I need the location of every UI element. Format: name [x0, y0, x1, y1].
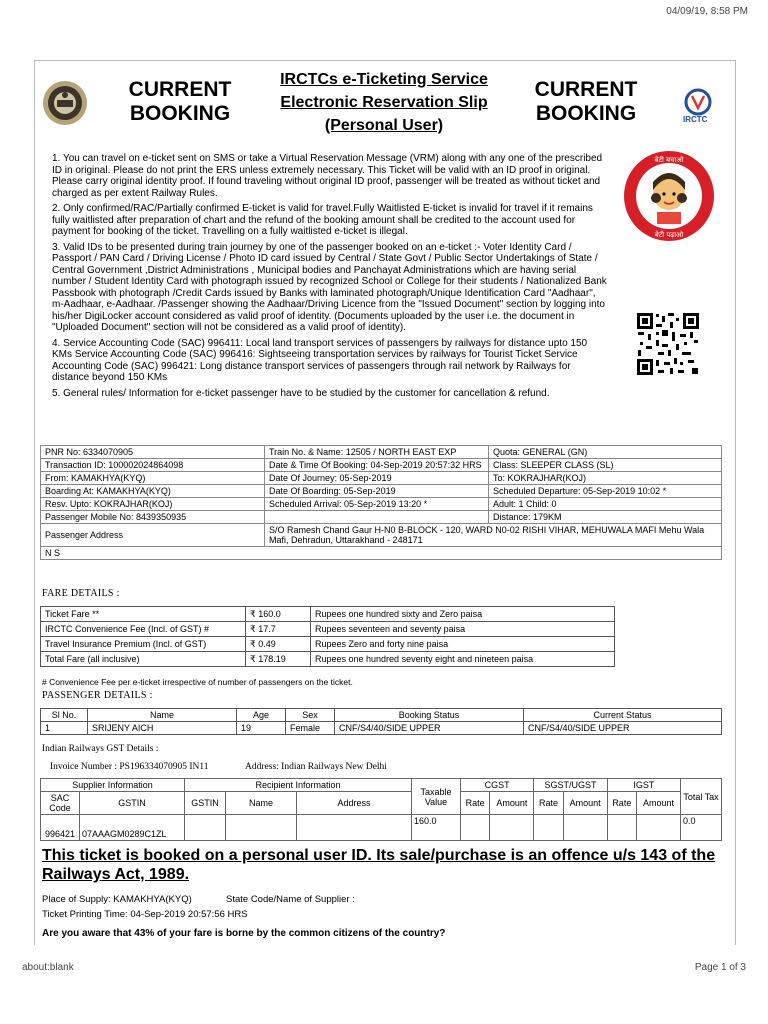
invoice-address: Address: Indian Railways New Delhi — [245, 762, 387, 772]
personal-user-warning: This ticket is booked on a personal user ID. Its sale/purchase is an offence u/s 143 of the Railways Act, 1989. — [42, 847, 716, 883]
qr-code-icon — [636, 312, 700, 376]
fare-details-heading: FARE DETAILS : — [42, 588, 120, 599]
current-booking-right: CURRENT BOOKING — [534, 78, 638, 125]
rule-5: 5. General rules/ Information for e-ticket passenger have to be studied by the customer for cancellation & refund. — [52, 387, 550, 399]
ticket-rules — [52, 153, 608, 403]
date-of-boarding: Date Of Boarding: 05-Sep-2019 — [265, 485, 489, 498]
table-row: 996421 07AAAGM0289C1ZL 160.0 0.0 — [41, 815, 722, 841]
ticket-printing-time: Ticket Printing Time: 04-Sep-2019 20:57:56 HRS — [42, 909, 248, 920]
passenger-address-label: Passenger Address — [41, 524, 265, 547]
fare-row: Ticket Fare ** ₹ 160.0 Rupees one hundred sixty and Zero paisa — [41, 607, 615, 622]
quota: Quota: GENERAL (GN) — [489, 446, 722, 459]
passenger-header-row: Sl No. Name Age Sex Booking Status Current Status — [41, 709, 722, 722]
convenience-fee-note: # Convenience Fee per e-ticket irrespective of number of passengers on the ticket. — [42, 677, 353, 687]
rule-1: 1. You can travel on e-ticket sent on SMS or take a Virtual Reservation Message (VRM) along with any one of the prescribed ID in original. Please do not print the ERS unless extremely necessary. This Ticket will be valid with an ID proof in original. Please carry original identity proof. If found traveling without original ID proof, passenger will be treated as without ticket and charged as per extent Railway Rules. — [52, 153, 603, 199]
fare-row: Travel Insurance Premium (Incl. of GST) ₹ 0.49 Rupees Zero and forty nine paisa — [41, 637, 615, 652]
gst-table: Supplier Information Recipient Information Taxable Value CGST SGST/UGST IGST Total Tax SAC Code GSTIN GSTIN Name Address Rate Amount Rate Amount Rate Amount 996421 07AAAGM0289C1ZL 160.0 0.0 — [40, 778, 722, 841]
gst-heading: Indian Railways GST Details : — [42, 744, 159, 754]
irctc-logo-icon — [680, 88, 720, 124]
distance: Distance: 179KM — [489, 511, 722, 524]
page-number: Page 1 of 3 — [694, 962, 746, 973]
rule-3: 3. Valid IDs to be presented during train journey by one of the passenger booked on an e-ticket :- Voter Identity Card / Passport / PAN Card / Driving License / Photo ID card issued by Central / State Govt / Public Sector Undertakings of State / Central Government ,District Administrations , Municipal bodies and Panchayat Administrations which are having serial number / Student Identity Card with photograph issued by recognized School or College for their students / Nationalized Bank Passbook with photograph /Credit Cards issued by Banks with laminated photograph/Unique Identification Card "Aadhaar", m-Aadhaar, e-Aadhaar. /Passenger showing the Aadhaar/Driving Licence from the "Issued Document" section by logging into his/her DigiLocker account considered as valid proof of identity. (Documents uploaded by the user i.e. the document in "Uploaded Document" section will not be considered as a valid proof of identity). — [52, 241, 607, 333]
svg-text:बेटी बचाओ: बेटी बचाओ — [654, 156, 684, 164]
booking-time: Date & Time Of Booking: 04-Sep-2019 20:57:32 HRS — [265, 459, 489, 472]
place-of-supply: Place of Supply: KAMAKHYA(KYQ) — [42, 894, 192, 905]
boarding-station: Boarding At: KAMAKHYA(KYQ) — [41, 485, 265, 498]
train: Train No. & Name: 12505 / NORTH EAST EXP — [265, 446, 489, 459]
state-code: State Code/Name of Supplier : — [226, 894, 355, 905]
transaction-id: Transaction ID: 100002024864098 — [41, 459, 265, 472]
fare-row: IRCTC Convenience Fee (Incl. of GST) # ₹ 17.7 Rupees seventeen and seventy paisa — [41, 622, 615, 637]
passenger-table — [40, 708, 722, 735]
fare-subsidy-note: Are you aware that 43% of your fare is borne by the common citizens of the country? — [42, 928, 446, 939]
svg-text:IRCTC: IRCTC — [683, 115, 708, 124]
fare-details-table — [40, 606, 615, 667]
svg-text:बेटी पढ़ाओ: बेटी पढ़ाओ — [654, 231, 684, 239]
travel-class: Class: SLEEPER CLASS (SL) — [489, 459, 722, 472]
date-of-journey: Date Of Journey: 05-Sep-2019 — [265, 472, 489, 485]
ticket-title: IRCTCs e-Ticketing Service Electronic Reservation Slip (Personal User) — [280, 71, 488, 134]
scheduled-departure: Scheduled Departure: 05-Sep-2019 10:02 * — [489, 485, 722, 498]
journey-details-table — [40, 445, 722, 560]
passenger-address: S/O Ramesh Chand Gaur H-N0 B-BLOCK - 120, WARD N0-02 RISHI VIHAR, MEHUWALA MAFI Mehu Wala Mafi, Dehradun, Uttarakhand - 248171 — [265, 524, 722, 547]
page-url: about:blank — [22, 962, 74, 973]
print-timestamp: 04/09/19, 8:58 PM — [666, 6, 748, 17]
beti-bachao-badge-icon — [623, 150, 715, 242]
ns-row: N S — [41, 547, 722, 560]
table-row: 1 SRIJENY AICH 19 Female CNF/S4/40/SIDE UPPER CNF/S4/40/SIDE UPPER — [41, 722, 722, 735]
to-station: To: KOKRAJHAR(KOJ) — [489, 472, 722, 485]
adult-child-count: Adult: 1 Child: 0 — [489, 498, 722, 511]
rule-2: 2. Only confirmed/RAC/Partially confirmed E-ticket is valid for travel.Fully Waitlisted E-ticket is invalid for travel if it remains fully waitlisted after preparation of chart and the refund of the booking amount shall be credited to the account used for payment for booking of the ticket. Travelling on a fully waitlisted e-ticket is illegal. — [52, 203, 593, 237]
current-booking-left: CURRENT BOOKING — [128, 78, 232, 125]
passenger-details-heading: PASSENGER DETAILS : — [42, 690, 153, 701]
indian-railways-emblem-icon — [42, 80, 88, 126]
fare-row: Total Fare (all inclusive) ₹ 178.19 Rupees one hundred seventy eight and nineteen paisa — [41, 652, 615, 667]
from-station: From: KAMAKHYA(KYQ) — [41, 472, 265, 485]
reservation-upto: Resv. Upto: KOKRAJHAR(KOJ) — [41, 498, 265, 511]
invoice-number: Invoice Number : PS196334070905 IN11 — [50, 762, 209, 772]
scheduled-arrival: Scheduled Arrival: 05-Sep-2019 13:20 * — [265, 498, 489, 511]
passenger-mobile: Passenger Mobile No: 8439350935 — [41, 511, 265, 524]
pnr: PNR No: 6334070905 — [41, 446, 265, 459]
rule-4: 4. Service Accounting Code (SAC) 996411: Local land transport services of passengers by railways for distance upto 150 KMs Service Accounting Code (SAC) 996416: Sightseeing transportation services by railways for Tourist Ticket Service Accounting Code (SAC) 996421: Long distance transport services of passengers through rail network by Railways for distance beyond 150 KMs — [52, 337, 588, 383]
